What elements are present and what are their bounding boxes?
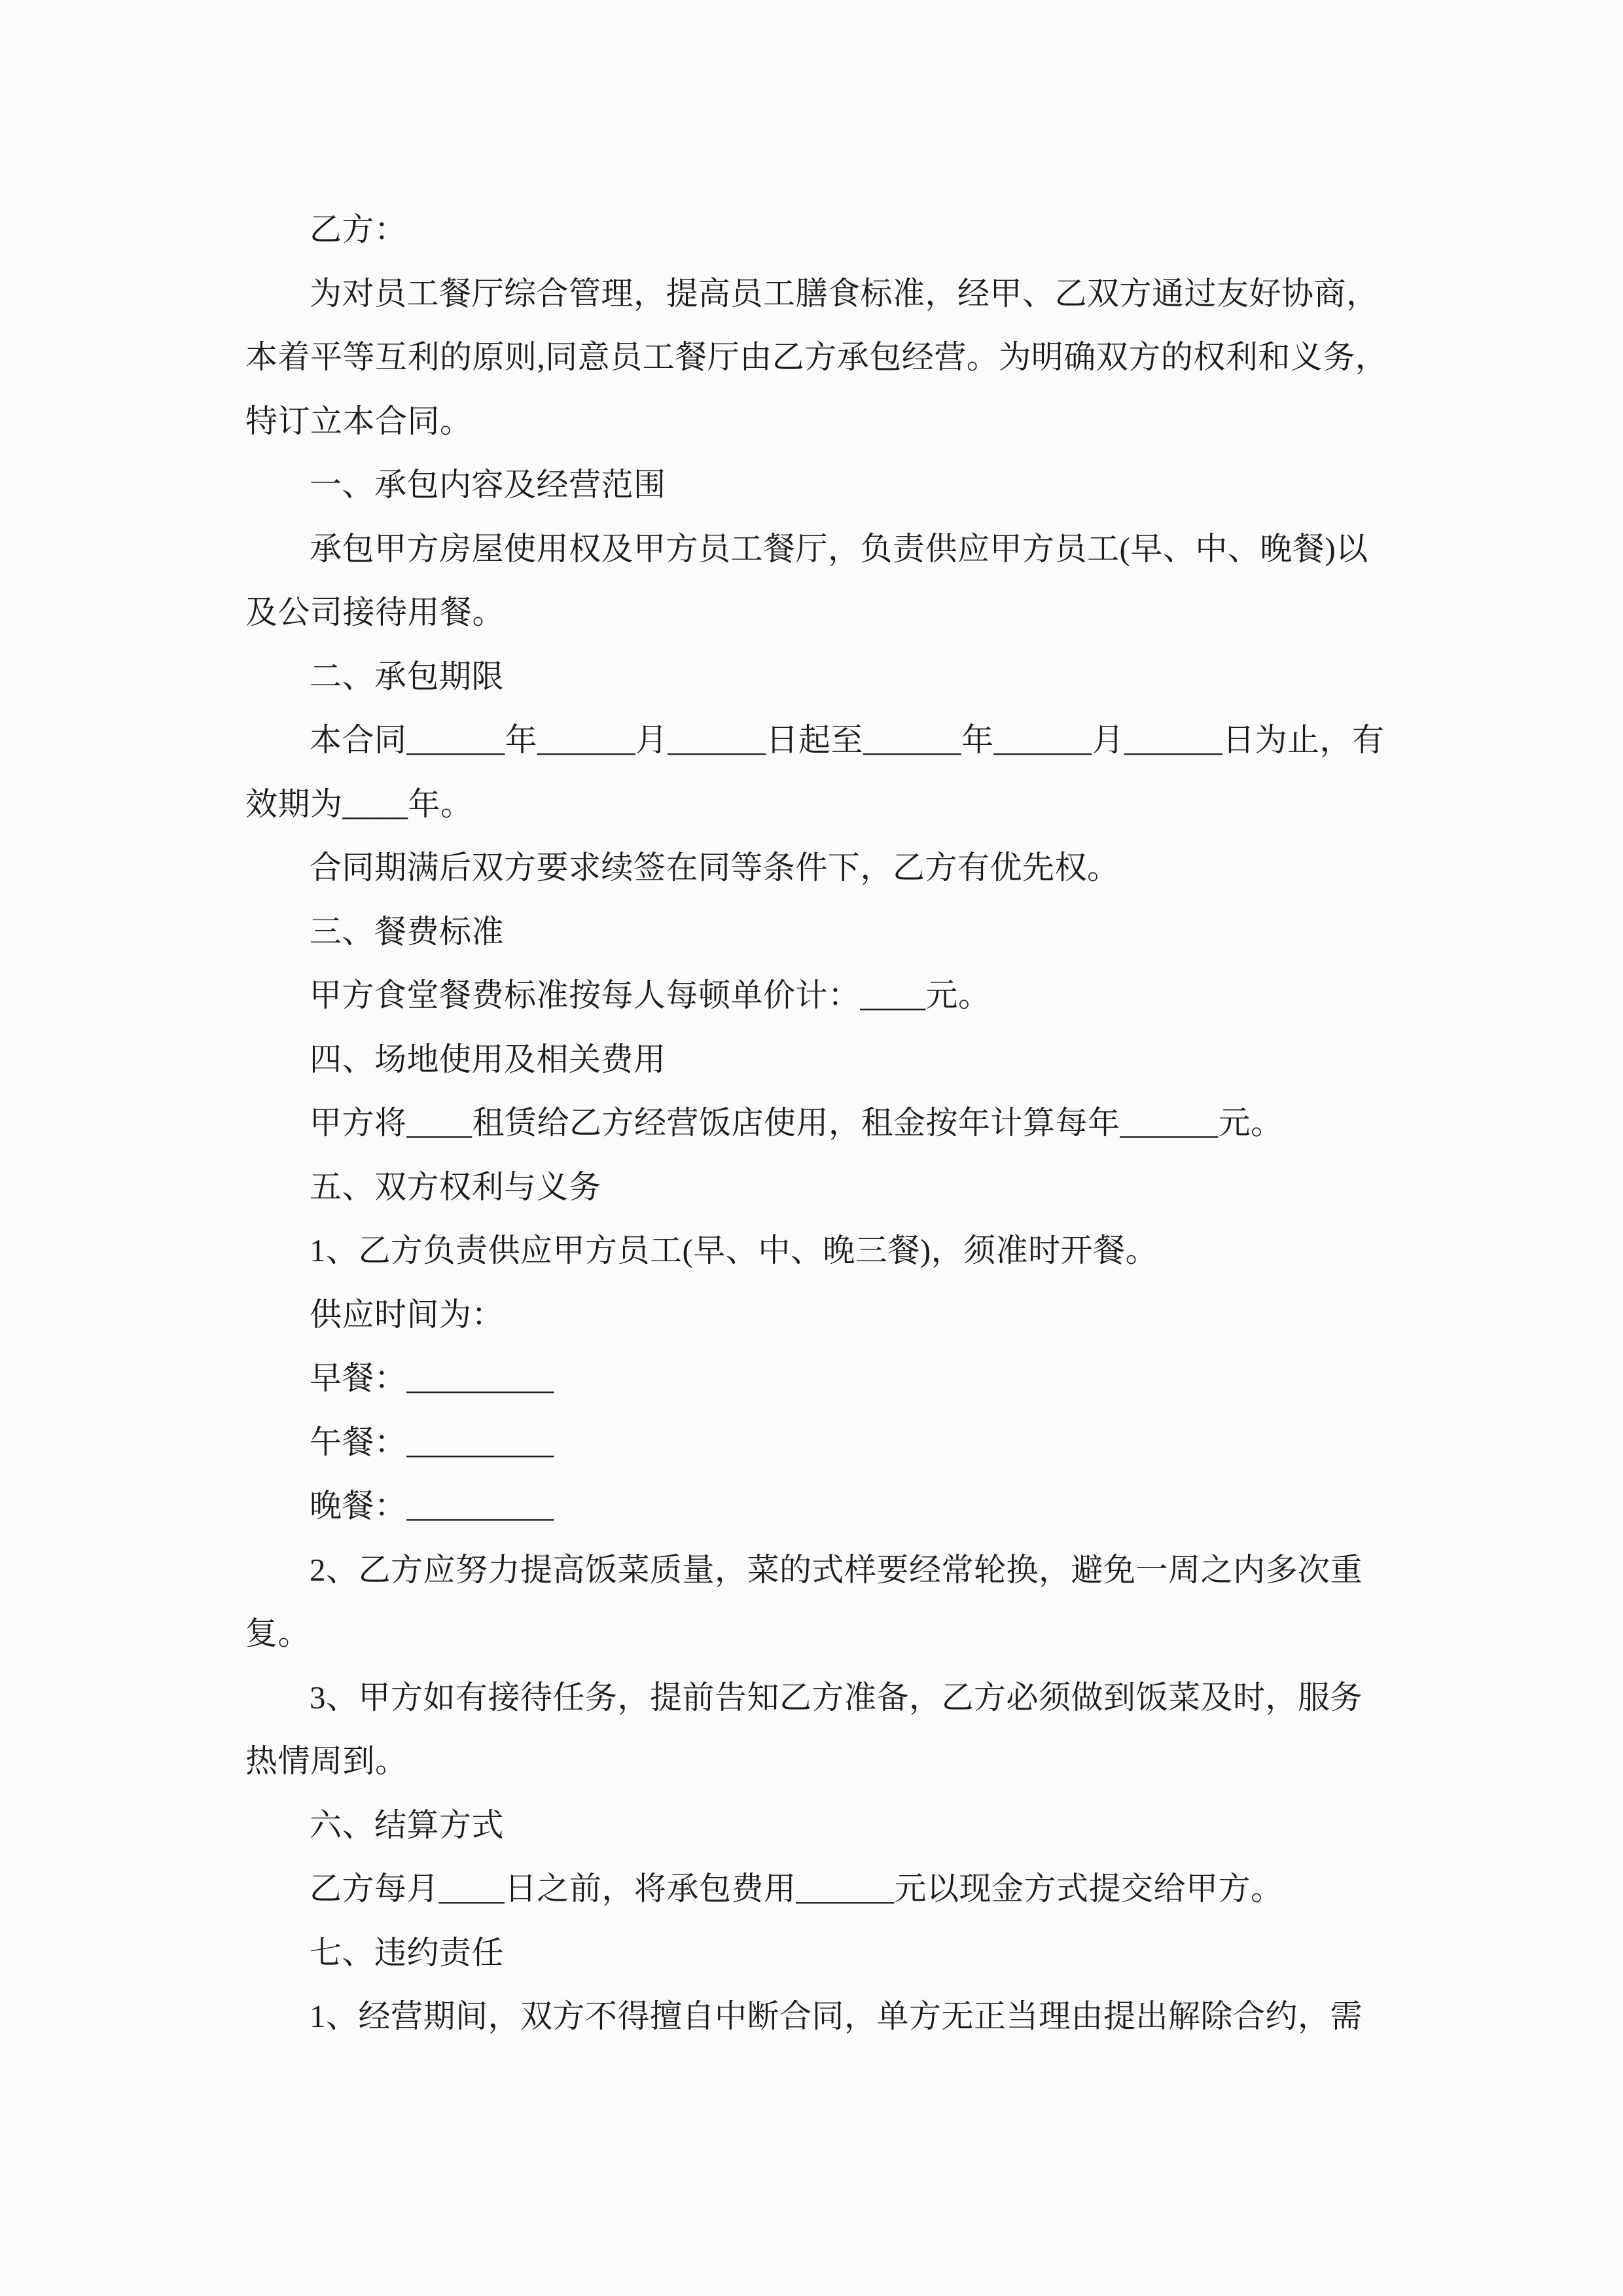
contract-text-line: 复。 bbox=[245, 1615, 311, 1651]
contract-text-line: 三、餐费标准 bbox=[310, 913, 505, 950]
contract-text-line: 1、经营期间，双方不得擅自中断合同，单方无正当理由提出解除合约，需 bbox=[310, 1998, 1363, 2034]
contract-text-line: 特订立本合同。 bbox=[245, 403, 473, 439]
contract-text-line: 效期为____年。 bbox=[245, 785, 473, 822]
contract-text-line: 2、乙方应努力提高饭菜质量，菜的式样要经常轮换，避免一周之内多次重 bbox=[310, 1551, 1363, 1588]
contract-text-line: 甲方将____租赁给乙方经营饭店使用，租金按年计算每年______元。 bbox=[310, 1105, 1283, 1141]
contract-text-line: 早餐：_________ bbox=[310, 1360, 554, 1396]
contract-text-line: 本着平等互利的原则,同意员工餐厅由乙方承包经营。为明确双方的权利和义务， bbox=[245, 339, 1388, 375]
contract-text-line: 七、违约责任 bbox=[310, 1934, 505, 1971]
contract-text-line: 六、结算方式 bbox=[310, 1806, 505, 1843]
document-page bbox=[245, 198, 1410, 2049]
contract-text-line: 为对员工餐厅综合管理，提高员工膳食标准，经甲、乙双方通过友好协商， bbox=[310, 275, 1379, 312]
contract-text-line: 乙方每月____日之前，将承包费用______元以现金方式提交给甲方。 bbox=[310, 1871, 1283, 1907]
contract-text-line: 本合同______年______月______日起至______年______月______日为止，有 bbox=[310, 722, 1385, 758]
contract-text-line: 3、甲方如有接待任务，提前告知乙方准备，乙方必须做到饭菜及时，服务 bbox=[310, 1679, 1363, 1715]
contract-text-line: 一、承包内容及经营范围 bbox=[310, 467, 666, 503]
contract-text-line: 午餐：_________ bbox=[310, 1424, 554, 1460]
contract-text-line: 甲方食堂餐费标准按每人每顿单价计：____元。 bbox=[310, 977, 991, 1013]
contract-text-line: 1、乙方负责供应甲方员工(早、中、晚三餐)，须准时开餐。 bbox=[310, 1232, 1158, 1268]
contract-text-line: 热情周到。 bbox=[245, 1743, 408, 1779]
contract-text-line: 晚餐：_________ bbox=[310, 1488, 554, 1524]
contract-text-line: 承包甲方房屋使用权及甲方员工餐厅，负责供应甲方员工(早、中、晚餐)以 bbox=[310, 530, 1368, 567]
contract-text-line: 供应时间为： bbox=[310, 1296, 505, 1333]
contract-text-line: 五、双方权利与义务 bbox=[310, 1168, 601, 1205]
contract-text-line: 二、承包期限 bbox=[310, 658, 505, 694]
contract-text-line: 及公司接待用餐。 bbox=[245, 594, 505, 630]
contract-text-line: 乙方： bbox=[310, 211, 407, 247]
contract-text-line: 四、场地使用及相关费用 bbox=[310, 1041, 666, 1077]
contract-text-line: 合同期满后双方要求续签在同等条件下，乙方有优先权。 bbox=[310, 850, 1120, 886]
